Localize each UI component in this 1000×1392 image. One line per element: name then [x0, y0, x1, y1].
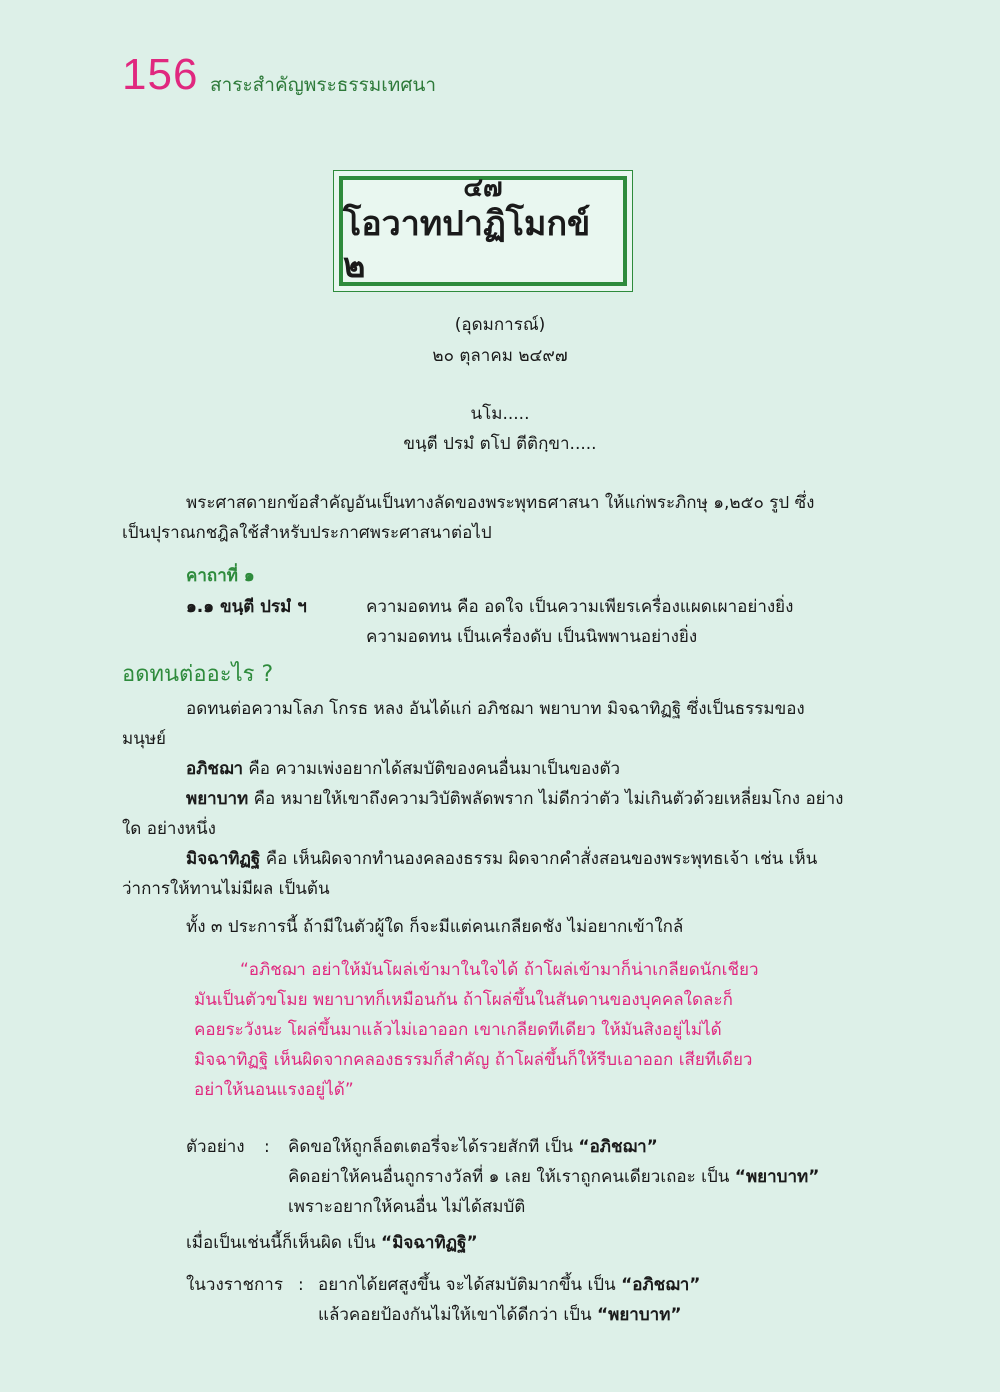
example-term: “พยาบาท”	[596, 1305, 682, 1325]
definition-byapada-cont: ใด อย่างหนึ่ง	[122, 819, 216, 839]
section-p1-line-1: อดทนต่อความโลภ โกรธ หลง อันได้แก่ อภิชฌา พยาบาท มิจฉาทิฏฐิ ซึ่งเป็นธรรมของ	[186, 699, 805, 719]
examples-label: ตัวอย่าง	[186, 1137, 245, 1157]
term-byapada: พยาบาท	[186, 789, 249, 809]
section-heading: อดทนต่ออะไร ?	[122, 662, 274, 687]
definition-abhijjha	[186, 754, 620, 784]
examples-colon: :	[264, 1137, 270, 1157]
verse-line-2: ความอดทน เป็นเครื่องดับ เป็นนิพพานอย่างยิ่ง	[366, 627, 698, 647]
chapter-title-box	[333, 170, 633, 292]
verse-line-1: ความอดทน คือ อดใจ เป็นความเพียรเครื่องแผดเผาอย่างยิ่ง	[366, 597, 794, 617]
example-text: คิดขอให้ถูกล็อตเตอรี่จะได้รวยสักที เป็น	[288, 1137, 579, 1157]
section-p1-line-2: มนุษย์	[122, 729, 166, 749]
section-summary: ทั้ง ๓ ประการนี้ ถ้ามีในตัวผู้ใด ก็จะมีแต่คนเกลียดชัง ไม่อยากเข้าใกล้	[186, 917, 684, 937]
invocation-line-1: นโม.....	[470, 404, 530, 424]
example-term: “อภิชฌา”	[578, 1137, 658, 1157]
example-term: “มิจฉาทิฏฐิ”	[381, 1233, 478, 1253]
definition-micchaditthi-cont: ว่าการให้ทานไม่มีผล เป็นต้น	[122, 879, 330, 899]
definition-text: คือ เห็นผิดจากทำนองคลองธรรม ผิดจากคำสั่งสอนของพระพุทธเจ้า เช่น เห็น	[260, 849, 818, 869]
verse-heading: คาถาที่ ๑	[186, 566, 255, 586]
quote-line-3: คอยระวังนะ โผล่ขึ้นมาแล้วไม่เอาออก เขาเกลียดทีเดียว ให้มันสิงอยู่ไม่ได้	[194, 1020, 722, 1040]
example-1	[288, 1132, 658, 1162]
quote-line-2: มันเป็นตัวขโมย พยาบาทก็เหมือนกัน ถ้าโผล่ขึ้นในสันดานของบุคคลใดละก็	[194, 990, 733, 1010]
running-title: สาระสำคัญพระธรรมเทศนา	[210, 74, 437, 96]
example-conclusion	[186, 1228, 478, 1258]
page-number: 156	[122, 50, 199, 99]
verse-label: ๑.๑ ขนฺตี ปรมํ ฯ	[186, 597, 307, 617]
government-example-2	[318, 1300, 682, 1330]
term-abhijjha: อภิชฌา	[186, 759, 244, 779]
intro-line-1: พระศาสดายกข้อสำคัญอันเป็นทางลัดของพระพุทธศาสนา ให้แก่พระภิกษุ ๑,๒๕๐ รูป ซึ่ง	[186, 493, 815, 513]
example-text: เมื่อเป็นเช่นนี้ก็เห็นผิด เป็น	[186, 1233, 382, 1253]
government-colon: :	[298, 1275, 304, 1295]
quote-line-5: อย่าให้นอนแรงอยู่ได้”	[194, 1080, 354, 1100]
quote-line-1: “อภิชฌา อย่าให้มันโผล่เข้ามาในใจได้ ถ้าโผล่เข้ามาก็น่าเกลียดนักเชียว	[240, 960, 759, 980]
quote-line-4: มิจฉาทิฏฐิ เห็นผิดจากคลองธรรมก็สำคัญ ถ้าโผล่ขึ้นก็ให้รีบเอาออก เสียทีเดียว	[194, 1050, 753, 1070]
chapter-title: โอวาทปาฏิโมกข์ ๒	[343, 203, 591, 287]
date: ๒๐ ตุลาคม ๒๔๙๗	[432, 346, 568, 366]
example-3: เพราะอยากให้คนอื่น ไม่ได้สมบัติ	[288, 1197, 526, 1217]
example-text: แล้วคอยป้องกันไม่ให้เขาได้ดีกว่า เป็น	[318, 1305, 597, 1325]
invocation-line-2: ขนฺตี ปรมํ ตโป ตีติกฺขา.....	[403, 434, 597, 454]
definition-text: คือ ความเพ่งอยากได้สมบัติของคนอื่นมาเป็นของตัว	[243, 759, 621, 779]
government-label: ในวงราชการ	[186, 1275, 283, 1295]
definition-byapada	[186, 784, 856, 814]
definition-text: คือ หมายให้เขาถึงความวิบัติพลัดพราก ไม่ดีกว่าตัว ไม่เกินตัวด้วยเหลี่ยมโกง อย่าง	[248, 789, 844, 809]
example-text: คิดอย่าให้คนอื่นถูกรางวัลที่ ๑ เลย ให้เราถูกคนเดียวเถอะ เป็น	[288, 1167, 735, 1187]
term-micchaditthi: มิจฉาทิฏฐิ	[186, 849, 261, 869]
occasion: (อุดมการณ์)	[454, 315, 546, 335]
example-2	[288, 1162, 819, 1192]
chapter-title-frame	[339, 173, 627, 287]
intro-line-2: เป็นปุราณกชฎิลใช้สำหรับประกาศพระศาสนาต่อไป	[122, 523, 492, 543]
example-term: “พยาบาท”	[734, 1167, 820, 1187]
chapter-number: ๔๗	[463, 173, 503, 204]
government-example-1	[318, 1270, 700, 1300]
example-text: อยากได้ยศสูงขึ้น จะได้สมบัติมากขึ้น เป็น	[318, 1275, 622, 1295]
example-term: “อภิชฌา”	[621, 1275, 701, 1295]
definition-micchaditthi	[186, 844, 856, 874]
